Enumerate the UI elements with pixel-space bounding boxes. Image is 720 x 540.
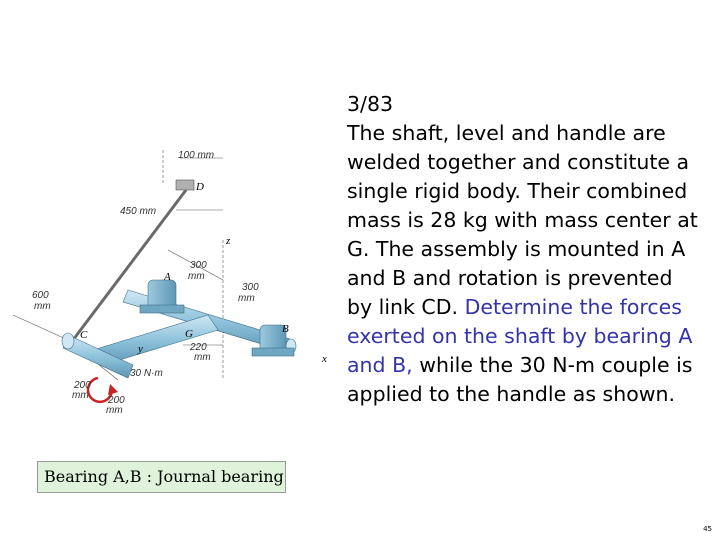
problem-text-before: The shaft, level and handle are welded together and constitute a single rigid body. Their combined mass is 28 kg with mass center at G. The assembly is mounted in A and B and rotation is prevented by link CD.	[347, 121, 698, 319]
problem-text-highlight: Determine the forces exerted on the shaft by bearing A and B,	[347, 295, 693, 377]
dim-600: 600	[32, 290, 49, 301]
bearing-b-base	[252, 348, 294, 356]
label-d: D	[196, 181, 204, 193]
problem-number: 3/83	[347, 92, 394, 116]
problem-text-after: while the 30 N-m couple is applied to the handle as shown.	[347, 353, 693, 406]
support-d	[176, 180, 194, 190]
dim-200b-unit: mm	[106, 405, 123, 416]
dim-100: 100 mm	[178, 150, 215, 161]
figure-svg	[8, 140, 340, 430]
couple-label: 30 N·m	[130, 368, 163, 379]
dim-450: 450 mm	[120, 206, 157, 217]
label-c: C	[80, 329, 88, 341]
label-x: x	[322, 353, 327, 365]
dim-300b: 300	[242, 282, 259, 293]
dim-300a: 300	[190, 260, 207, 271]
label-a: A	[164, 271, 171, 283]
label-z: z	[226, 235, 231, 247]
dim-300a-unit: mm	[188, 271, 205, 282]
handle-end	[62, 333, 74, 349]
label-g: G	[185, 328, 193, 340]
dim-220-unit: mm	[194, 352, 211, 363]
label-b: B	[282, 323, 289, 335]
dim-220: 220	[190, 342, 207, 353]
bearing-a-base	[140, 305, 184, 313]
couple-arrowhead	[108, 384, 118, 395]
shaft-assembly-figure	[8, 140, 340, 430]
dim-200a: 200	[74, 380, 91, 391]
problem-statement	[347, 90, 702, 409]
dim-200b: 200	[108, 395, 125, 406]
bearing-caption: Bearing A,B : Journal bearing	[37, 461, 286, 493]
dim-600-unit: mm	[34, 301, 51, 312]
problem-text	[347, 119, 702, 409]
dim-300b-unit: mm	[238, 293, 255, 304]
dim-200a-unit: mm	[72, 390, 89, 401]
label-y: y	[138, 343, 143, 355]
page-number: 45	[703, 525, 712, 533]
